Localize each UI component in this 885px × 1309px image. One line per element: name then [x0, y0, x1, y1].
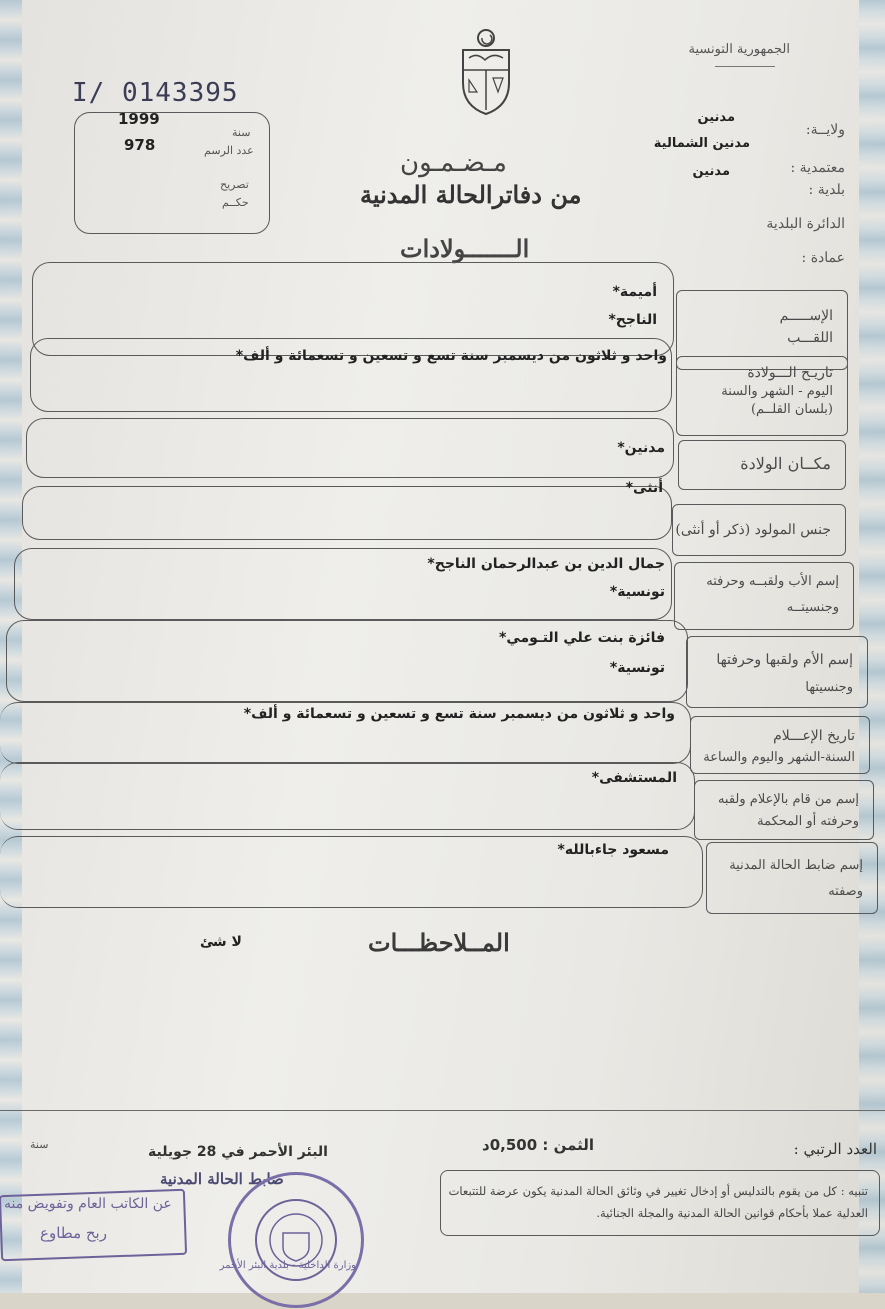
row-father-value-name: جمال الدين بن عبدالرحمان الناجح*: [427, 556, 665, 572]
republic-label: الجمهورية التونسية: [688, 42, 790, 57]
row-birth-date-label-line1: تاريـخ الـــولادة: [747, 365, 833, 381]
register-declaration-label: تصريح: [220, 178, 249, 191]
coat-of-arms-emblem: [455, 28, 517, 118]
row-birth-place-value-box: [26, 418, 674, 478]
register-number-value: 978: [124, 136, 156, 154]
row-birth-date-value: واحد و ثلاثون من ديسمبر سنة تسع و تسعين و تسعمائة و ألف*: [235, 348, 667, 364]
row-mother-label-line2: وجنسيتها: [805, 680, 853, 695]
section-title-births: الـــــــولادات: [400, 234, 530, 263]
header-divider: [715, 66, 775, 67]
row-father-label-line1: إسم الأب ولقبــه وحرفته: [706, 574, 839, 589]
row-officer-value: مسعود جاءبالله*: [557, 842, 669, 858]
governorate-label: ولايــة:: [805, 122, 845, 138]
row-father-value-nationality: تونسية*: [609, 584, 665, 600]
row-declarant-label-line1: إسم من قام بالإعلام ولقبه: [717, 792, 859, 807]
row-declaration-date-label-box: [690, 716, 870, 774]
row-gender-label: جنس المولود (ذكر أو أنثى): [675, 522, 831, 538]
signature-stamp-line1: عن الكاتب العام وتفويض منه: [4, 1196, 172, 1212]
row-officer-label-box: [706, 842, 878, 914]
row-mother-value-nationality: تونسية*: [609, 660, 665, 676]
row-birth-place-label: مكــان الولادة: [740, 454, 831, 473]
row-father-label-box: [674, 562, 854, 630]
municipality-label: بلدية :: [808, 182, 845, 198]
row-birth-date-label-line3: (بلسان القلــم): [750, 402, 833, 417]
notice-text: تنبيه : كل من يقوم بالتدليس أو إدخال تغيير في وثائق الحالة المدنية يكون عرضة للتتبعات العدلية عملا بأحكام قوانين الحالة المدنية والمجلة الجنائية.: [448, 1184, 868, 1220]
row-mother-label-box: [686, 636, 868, 708]
row-birth-date-label-line2: اليوم - الشهر والسنة: [721, 384, 833, 399]
row-declarant-value-box: [0, 762, 695, 830]
row-father-label-line2: وجنسيتــه: [786, 600, 839, 615]
row-gender-value-box: [22, 486, 672, 540]
municipal-circle-label: الدائرة البلدية: [766, 216, 845, 232]
place-date-text: البئر الأحمر في 28 جويلية: [148, 1144, 328, 1160]
document-title-content: مـضـمـون: [400, 148, 507, 178]
register-judgment-label: حكــم: [222, 196, 249, 209]
row-name-value-line2: الناجح*: [608, 312, 657, 328]
stamp-text: وزارة الداخلية - بلدية البئر الأحمر: [219, 1260, 356, 1271]
row-birth-place-value: مدنين*: [617, 440, 665, 456]
row-mother-value-name: فائزة بنت علي التـومي*: [499, 630, 665, 646]
row-birth-date-label-box: [676, 356, 848, 436]
register-number-label: عدد الرسم: [204, 144, 254, 157]
serial-number: I/ 0143395: [72, 78, 239, 108]
row-declaration-date-label-line1: تاريخ الإعـــلام: [773, 728, 855, 744]
row-mother-label-line1: إسم الأم ولقبها وحرفتها: [716, 652, 853, 668]
stamp-emblem-icon: [219, 1175, 361, 1305]
register-year-value: 1999: [118, 110, 160, 128]
signature-stamp-line2: ربح مطاوع: [40, 1224, 107, 1242]
register-year-label: سنة: [232, 126, 251, 139]
omda-label: عمادة :: [801, 250, 845, 266]
row-declaration-date-value: واحد و ثلاثون من ديسمبر سنة تسع و تسعين و تسعمائة و ألف*: [243, 706, 675, 722]
delegation-value: مدنين الشمالية: [653, 136, 750, 151]
municipality-value: مدنين: [692, 164, 730, 179]
row-officer-label-line1: إسم ضابط الحالة المدنية: [729, 858, 863, 873]
row-officer-label-line2: وصفته: [828, 884, 863, 899]
row-name-label-line1: الإســـــم: [779, 308, 833, 324]
row-birth-place-label-box: [678, 440, 846, 490]
row-declaration-date-label-line2: السنة-الشهر واليوم والساعة: [703, 750, 855, 765]
row-gender-value: أنثى*: [625, 480, 663, 496]
delegation-label: معتمدية :: [790, 160, 845, 176]
remarks-value: لا شئ: [200, 934, 242, 950]
row-name-value-line1: أميمة*: [612, 284, 657, 300]
serial-order-label: العدد الرتبي :: [793, 1140, 877, 1158]
officer-stamp-title: ضابط الحالة المدنية: [160, 1170, 284, 1188]
row-name-label-line2: اللقـــب: [787, 330, 833, 346]
row-gender-label-box: [672, 504, 846, 556]
footer-year-label: سنة: [30, 1138, 49, 1151]
row-declarant-label-line2: وحرفته أو المحكمة: [757, 814, 859, 829]
price-text: الثمن : 0,500د: [482, 1136, 595, 1154]
document-title-registers: من دفاترالحالة المدنية: [360, 180, 582, 209]
governorate-value: مدنين: [697, 110, 735, 125]
row-declarant-label-box: [694, 780, 874, 840]
footer-divider: [0, 1110, 885, 1111]
remarks-title: المــلاحظـــات: [368, 928, 510, 957]
row-declarant-value: المستشفى*: [591, 770, 677, 786]
municipal-round-stamp: [219, 1172, 364, 1308]
